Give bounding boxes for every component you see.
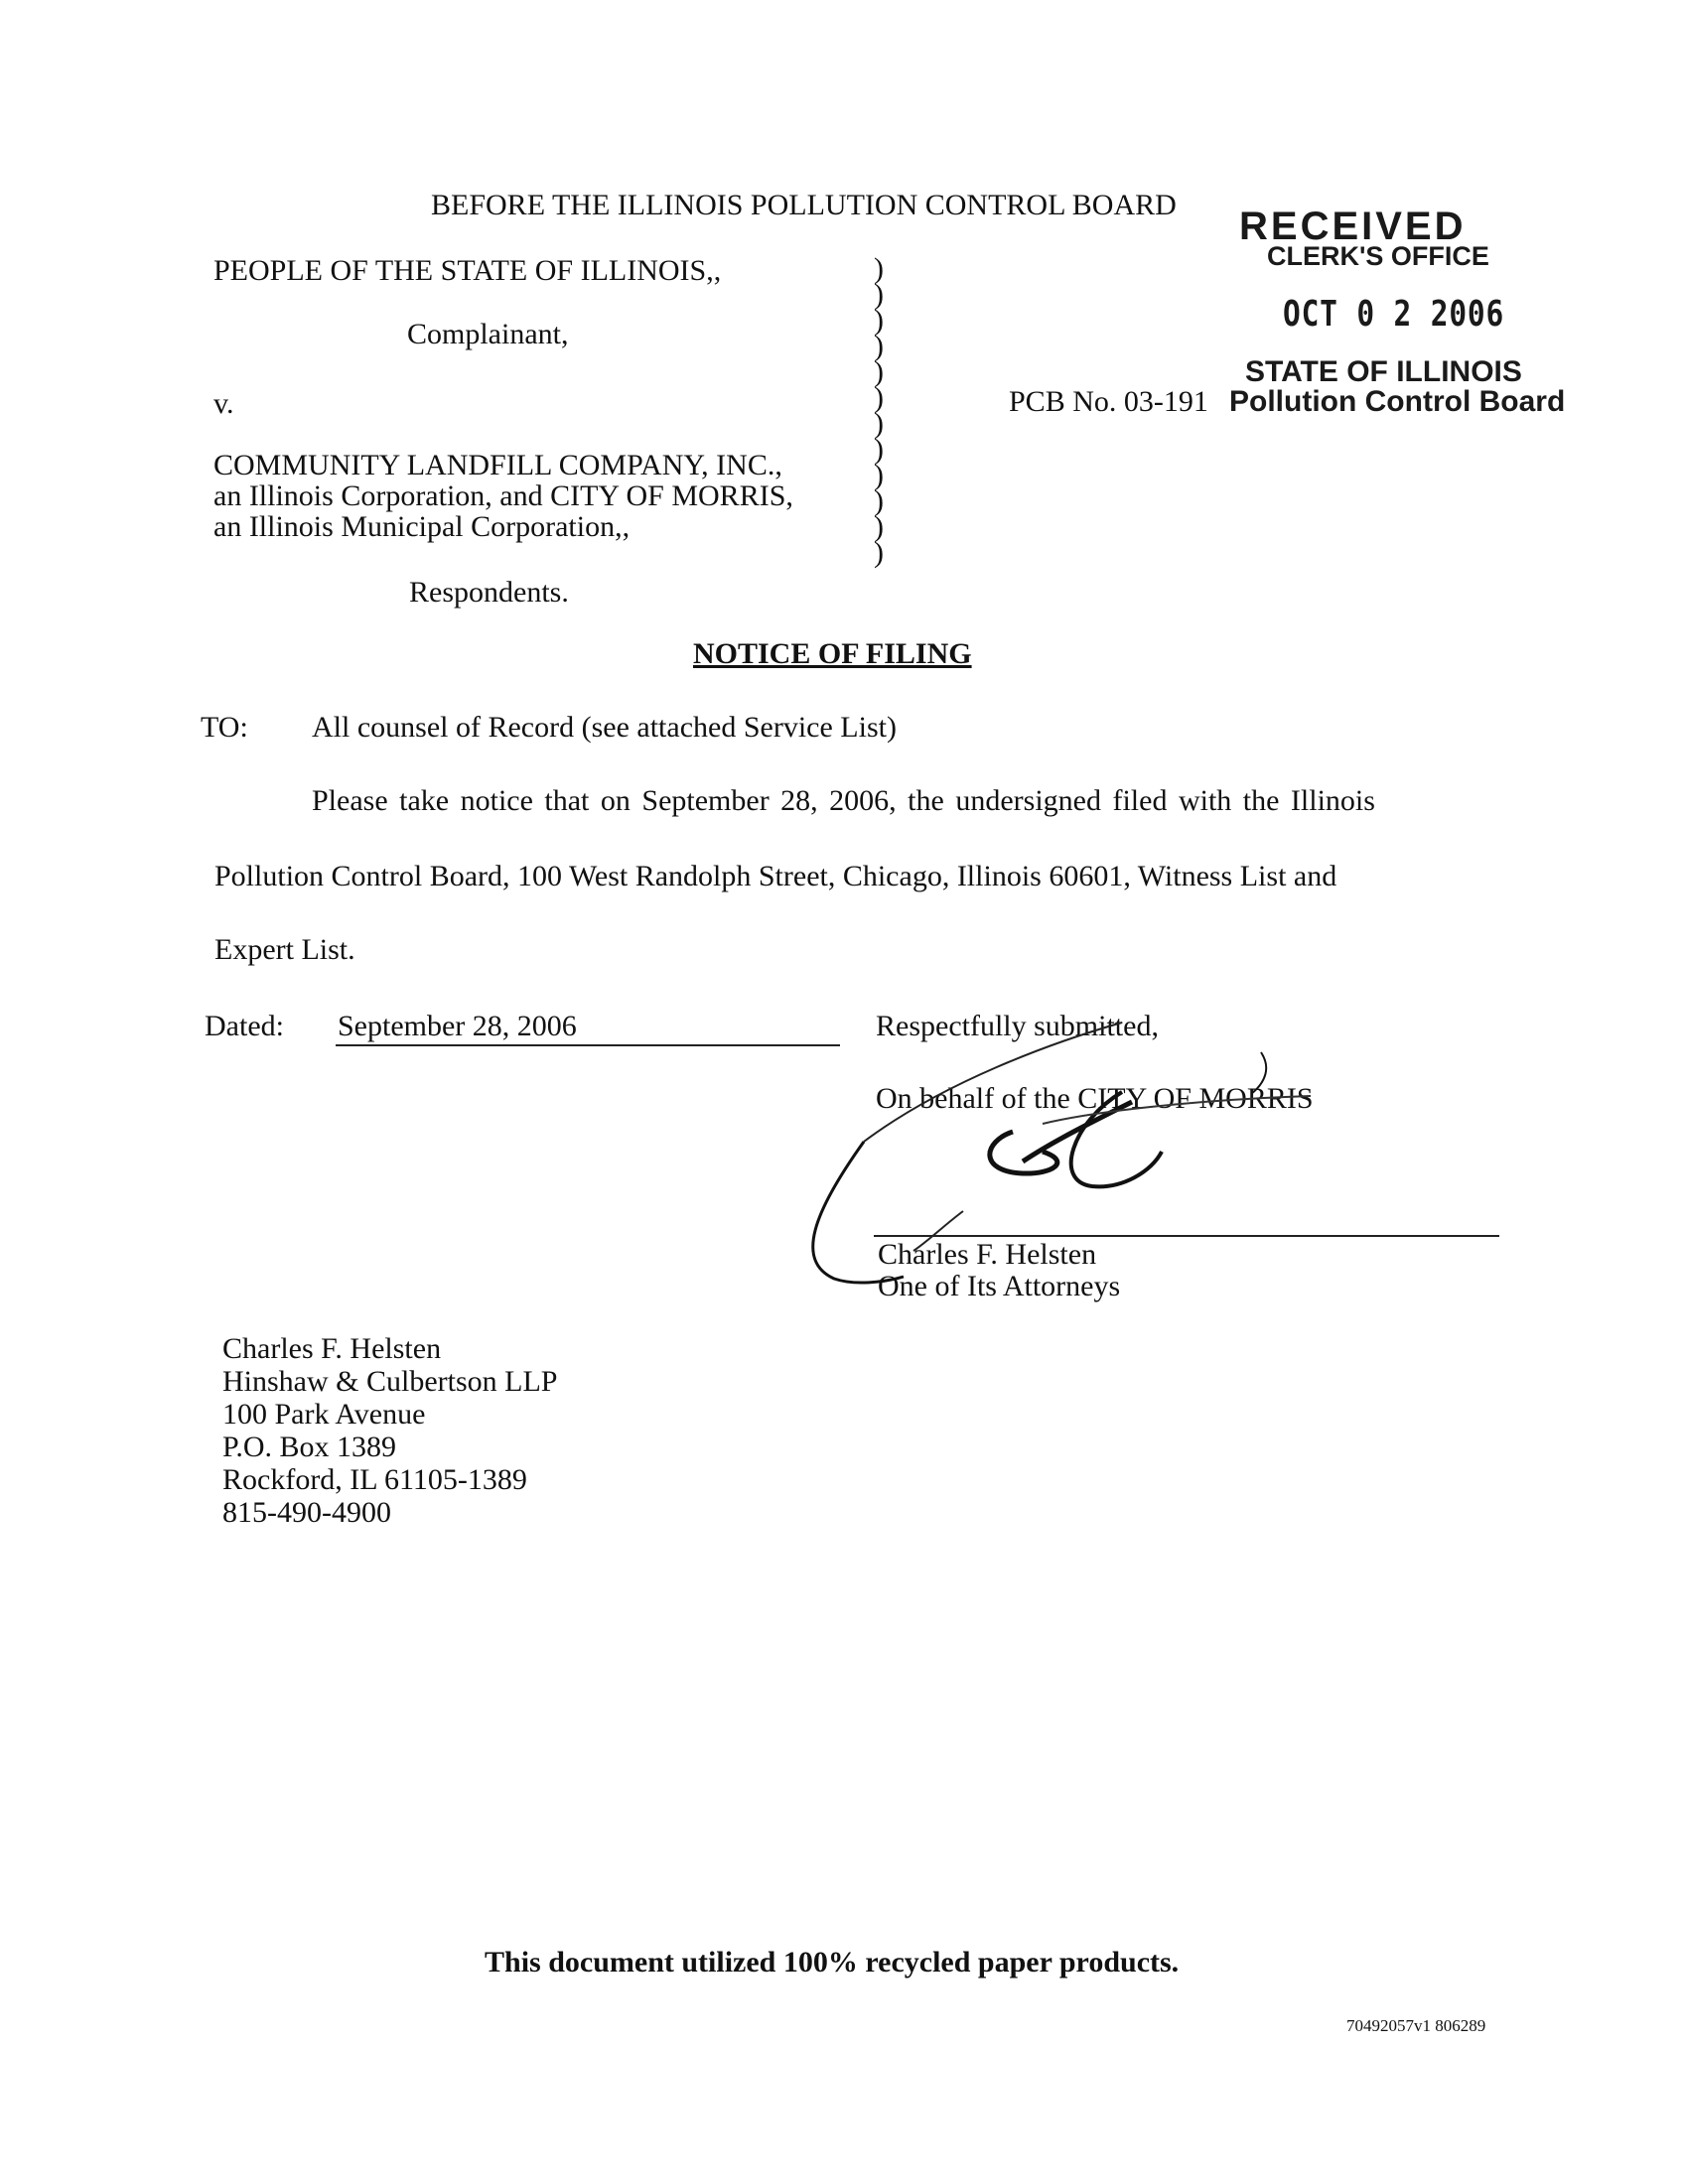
paren: ) (874, 381, 884, 414)
on-behalf: On behalf of the CITY OF MORRIS (876, 1082, 1314, 1115)
paren: ) (874, 459, 884, 491)
received-stamp-office: CLERK'S OFFICE (1267, 241, 1489, 271)
complainant-role: Complainant, (407, 318, 569, 350)
signature-line (874, 1235, 1499, 1237)
address-line: 100 Park Avenue (222, 1398, 426, 1431)
paren: ) (874, 355, 884, 388)
received-stamp-date: OCT 0 2 2006 (1283, 294, 1505, 335)
signer-name: Charles F. Helsten (878, 1238, 1097, 1271)
paren: ) (874, 510, 884, 543)
paren: ) (874, 433, 884, 466)
to-text: All counsel of Record (see attached Service List) (312, 711, 897, 744)
respondent-role: Respondents. (409, 576, 569, 609)
respondent-line-2: an Illinois Corporation, and CITY OF MORRIS, (213, 479, 793, 512)
dated-underline (336, 1044, 840, 1046)
notice-body-line-3: Expert List. (214, 933, 355, 966)
to-label: TO: (201, 711, 248, 744)
paren: ) (874, 536, 884, 569)
case-number: PCB No. 03-191 (1009, 385, 1208, 418)
paren: ) (874, 330, 884, 362)
paren: ) (874, 407, 884, 440)
complainant-name: PEOPLE OF THE STATE OF ILLINOIS,, (213, 254, 722, 287)
signer-title: One of Its Attorneys (878, 1270, 1121, 1302)
received-stamp-board: Pollution Control Board (1229, 385, 1566, 418)
recycled-note: This document utilized 100% recycled paper products. (485, 1946, 1180, 1979)
paren: ) (874, 304, 884, 337)
notice-body-line-1: Please take notice that on September 28, 2006, the undersigned filed with the Illinois (312, 784, 1375, 817)
received-stamp-state: STATE OF ILLINOIS (1245, 355, 1522, 388)
respondent-line-3: an Illinois Municipal Corporation,, (213, 510, 631, 543)
closing: Respectfully submitted, (876, 1010, 1159, 1042)
board-title: BEFORE THE ILLINOIS POLLUTION CONTROL BOARD (431, 189, 1177, 221)
address-line: Rockford, IL 61105-1389 (222, 1463, 527, 1496)
dated-label: Dated: (205, 1010, 284, 1042)
received-stamp-title: RECEIVED (1239, 205, 1467, 248)
dated-value: September 28, 2006 (338, 1010, 577, 1042)
notice-body-line-2: Pollution Control Board, 100 West Randolph Street, Chicago, Illinois 60601, Witness List and (214, 860, 1337, 892)
versus: v. (213, 387, 234, 420)
address-line: P.O. Box 1389 (222, 1431, 397, 1463)
paren: ) (874, 484, 884, 517)
caption-parentheses (874, 252, 894, 569)
address-line: Charles F. Helsten (222, 1332, 442, 1365)
address-line: 815-490-4900 (222, 1496, 391, 1529)
document-id: 70492057v1 806289 (1346, 2016, 1486, 2035)
address-line: Hinshaw & Culbertson LLP (222, 1365, 558, 1398)
respondent-line-1: COMMUNITY LANDFILL COMPANY, INC., (213, 449, 782, 481)
paren: ) (874, 252, 884, 285)
paren: ) (874, 278, 884, 311)
notice-title: NOTICE OF FILING (693, 637, 972, 670)
